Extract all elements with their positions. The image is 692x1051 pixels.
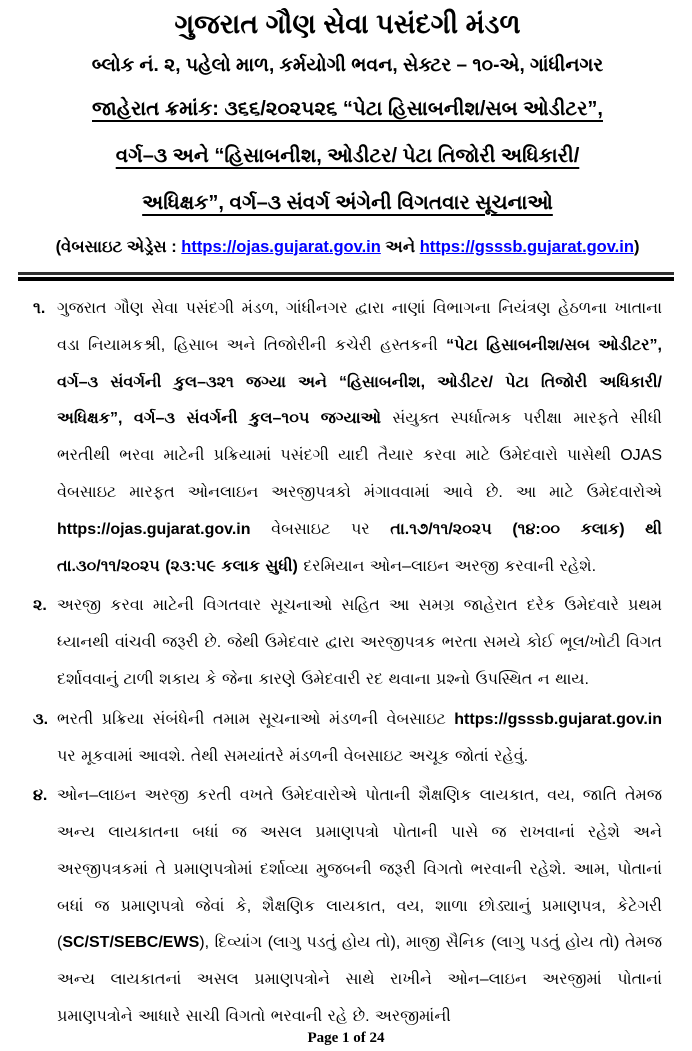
- list-item-text: [57, 588, 662, 698]
- list-item: [33, 291, 662, 585]
- divider-double-rule: [18, 272, 674, 281]
- website-line-prefix: (વેબસાઇટ એડ્રેસ :: [55, 237, 182, 256]
- list-item-number: ૩.: [33, 710, 49, 728]
- advertisement-line-1: [33, 96, 662, 122]
- inline-url-text: https://gsssb.gujarat.gov.in: [454, 710, 662, 728]
- advertisement-line-3: [33, 190, 662, 216]
- list-item: [33, 778, 662, 1036]
- address-line: બ્લોક નં. ૨, પહેલો માળ, કર્મયોગી ભવન, સેક્ટર – ૧૦-એ, ગાંધીનગર: [91, 54, 604, 76]
- text-run: ગુજરાત ગૌણ સેવા પસંદગી મંડળ, ગાંધીનગર દ્વારા નાણાં વિભાગના નિયંત્રણ હેઠળના ખાતાના વડા નિયામકશ્રી, હિસાબ અને તિજોરીની કચેરી હસ્તકની: [57, 299, 662, 354]
- advertisement-line-2-text: વર્ગ–૩ અને “હિસાબનીશ, ઓડીટર/ પેટા તિજોરી અધિકારી/: [115, 144, 580, 167]
- list-item-text: [57, 702, 662, 776]
- website-line-suffix: ): [633, 237, 640, 256]
- text-run: ), દિવ્યાંગ (લાગુ પડતું હોય તો), માજી સૈનિક (લાગુ પડતું હોય તો) તેમજ અન્ય લાયકાતનાં અસલ પ્રમાણપત્રોને સાથે રાખીને ઓન–લાઇન અરજીમાં પોતાનાં પ્રમાણપત્રોને આધારે સાચી વિગતો ભરવાની રહે છે. અરજીમાંની: [57, 934, 662, 1026]
- text-run: તા.૧૭/૧૧/૨૦૨૫ (૧૪:૦૦ કલાક) થી તા.૩૦/૧૧/૨૦૨૫ (૨૩:૫૯ કલાક સુધી): [57, 520, 662, 575]
- inline-url-text: https://ojas.gujarat.gov.in: [57, 520, 251, 538]
- gsssb-website-link[interactable]: https://gsssb.gujarat.gov.in: [419, 237, 634, 256]
- list-item-text: [57, 291, 662, 585]
- ojas-website-link[interactable]: https://ojas.gujarat.gov.in: [181, 237, 381, 256]
- list-item-number: ૪.: [33, 787, 48, 805]
- page-title: ગુજરાત ગૌણ સેવા પસંદગી મંડળ: [174, 9, 521, 39]
- text-run: “પેટા હિસાબનીશ/સબ ઓડીટર”, વર્ગ–૩ સંવર્ગની: [57, 336, 662, 391]
- text-run: સંયુક્ત સ્પર્ધાત્મક પરીક્ષા મારફતે સીધી ભરતીથી ભરવા માટેની પ્રક્રિયામાં પસંદગી યાદી તૈયાર કરવા માટે ઉમેદવારો પાસેથી OJAS વેબસાઇટ મારફત ઓનલાઇન અરજીપત્રકો મંગાવવામાં આવે છે. આ માટે ઉમેદવારોએ: [57, 410, 663, 501]
- text-run: કુલ–૩૨૧ જગ્યા અને “હિસાબનીશ, ઓડીટર/ પેટા તિજોરી અધિકારી/ અધિક્ષક”, વર્ગ–૩ સંવર્ગની: [57, 373, 662, 428]
- list-item: [33, 702, 662, 776]
- advertisement-line-3-text: અધિક્ષક”, વર્ગ–૩ સંવર્ગ અંગેની વિગતવાર સૂચનાઓ: [142, 191, 553, 214]
- list-item-number: ૧.: [33, 299, 46, 317]
- page-number: Page 1 of 24: [307, 1030, 385, 1046]
- text-run: પર મૂકવામાં આવશે. તેથી સમયાંતરે મંડળની વેબસાઇટ અચૂક જોતાં રહેવું.: [57, 747, 529, 765]
- instructions-list: [33, 291, 662, 1036]
- website-line: [33, 237, 662, 258]
- text-run: વેબસાઇટ પર: [250, 520, 391, 538]
- list-item: [33, 588, 662, 698]
- list-item-number: ૨.: [33, 597, 47, 615]
- text-run: ભરતી પ્રક્રિયા સંબંધેની તમામ સૂચનાઓ મંડળની વેબસાઇટ: [57, 710, 455, 728]
- text-run: દરમિયાન ઓન–લાઇન અરજી કરવાની રહેશે.: [303, 557, 597, 575]
- text-run: ઓન–લાઇન અરજી કરતી વખતે ઉમેદવારોએ પોતાની શૈક્ષણિક લાયકાત, વય, જાતિ તેમજ અન્ય લાયકાતના બધાં જ અસલ પ્રમાણપત્રો પોતાની પાસે જ રાખવાનાં રહેશે અને અરજીપત્રકમાં તે પ્રમાણપત્રોમાં દર્શાવ્યા મુજબની જરૂરી વિગતો ભરવાની રહેશે. આમ, પોતાનાં બધાં જ પ્રમાણપત્રો જેવાં કે, શૈક્ષણિક લાયકાત, વય, શાળા છોડ્યાનું પ્રમાણપત્ર, કેટેગરી (: [57, 787, 662, 952]
- advertisement-line-2: [33, 143, 662, 169]
- website-line-connector: અને: [380, 237, 420, 256]
- advertisement-line-1-text: જાહેરાત ક્રમાંક: ૩૬૬/૨૦૨૫૨૬ “પેટા હિસાબનીશ/સબ ઓડીટર”,: [92, 97, 603, 120]
- list-item-text: [57, 778, 662, 1036]
- text-run: કુલ–૧૦૫ જગ્યાઓ: [249, 410, 393, 428]
- text-run: અરજી કરવા માટેની વિગતવાર સૂચનાઓ સહિત આ સમગ્ર જાહેરાત દરેક ઉમેદવારે પ્રથમ ધ્યાનથી વાંચવી જરૂરી છે. જેથી ઉમેદવાર દ્વારા અરજીપત્રક ભરતા સમયે કોઈ ભૂલ/ખોટી વિગત દર્શાવવાનું ટાળી શકાય કે જેના કારણે ઉમેદવારી રદ થવાના પ્રશ્નો ઉપસ્થિત ન થાય.: [57, 597, 662, 688]
- text-run: SC/ST/SEBC/EWS: [62, 934, 200, 952]
